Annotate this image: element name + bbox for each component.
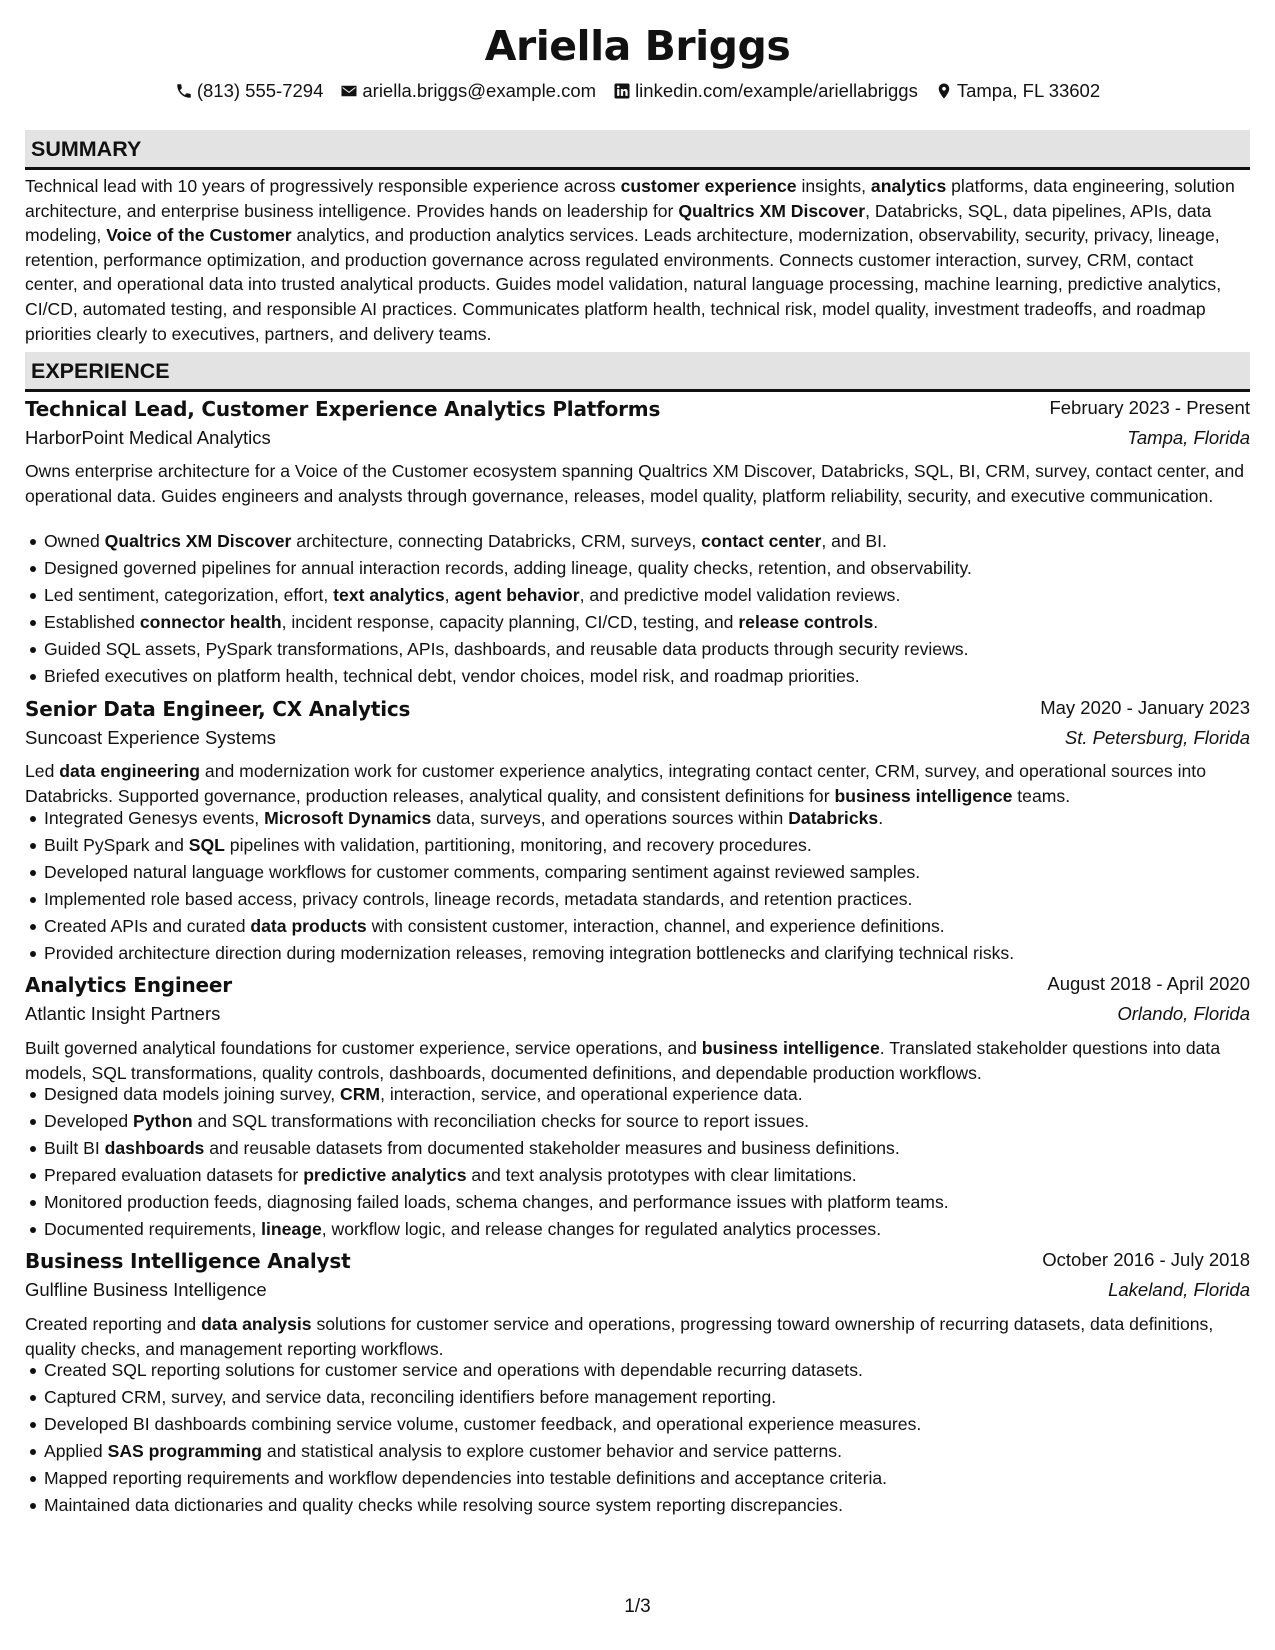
experience-heading: EXPERIENCE — [25, 352, 1250, 392]
bullet-item: Implemented role based access, privacy controls, lineage records, metadata standards, and retention practices. — [25, 886, 1250, 913]
bullet-item: Mapped reporting requirements and workflow dependencies into testable definitions and acceptance criteria. — [25, 1465, 1250, 1492]
bullet-item: Captured CRM, survey, and service data, reconciling identifiers before management reporting. — [25, 1384, 1250, 1411]
job-location: Orlando, Florida — [1117, 1003, 1250, 1024]
job-location: Tampa, Florida — [1127, 427, 1250, 448]
bullet-item: Integrated Genesys events, Microsoft Dynamics data, surveys, and operations sources within Databricks. — [25, 805, 1250, 832]
contact-linkedin[interactable] — [613, 80, 918, 102]
bullet-item: Developed natural language workflows for customer comments, comparing sentiment against reviewed samples. — [25, 859, 1250, 886]
bullet-item: Guided SQL assets, PySpark transformations, APIs, dashboards, and reusable data products through security reviews. — [25, 636, 1250, 663]
job-location: St. Petersburg, Florida — [1064, 727, 1250, 748]
bullet-item: Designed governed pipelines for annual interaction records, adding lineage, quality checks, retention, and observability. — [25, 555, 1250, 582]
bullet-item: Developed Python and SQL transformations with reconciliation checks for source to report issues. — [25, 1108, 1250, 1135]
job-title: Analytics Engineer — [25, 973, 232, 997]
job-title: Senior Data Engineer, CX Analytics — [25, 697, 411, 721]
bullet-item: Prepared evaluation datasets for predictive analytics and text analysis prototypes with clear limitations. — [25, 1162, 1250, 1189]
email-link[interactable]: ariella.briggs@example.com — [362, 80, 597, 101]
job-location: Lakeland, Florida — [1108, 1279, 1250, 1300]
job-company: HarborPoint Medical Analytics — [25, 427, 271, 448]
location-text: Tampa, FL 33602 — [956, 80, 1101, 101]
bullet-item: Maintained data dictionaries and quality checks while resolving source system reporting discrepancies. — [25, 1492, 1250, 1519]
bullet-item: Established connector health, incident response, capacity planning, CI/CD, testing, and release controls. — [25, 609, 1250, 636]
page-number: 1/3 — [624, 1596, 651, 1617]
contact-email[interactable] — [340, 80, 596, 102]
bullet-item: Built BI dashboards and reusable datasets from documented stakeholder measures and business definitions. — [25, 1135, 1250, 1162]
job-summary: Created reporting and data analysis solutions for customer service and operations, progressing toward ownership of recurring datasets, data definitions, quality checks, and management reporting workflows. — [25, 1314, 1214, 1359]
bullet-item: Built PySpark and SQL pipelines with validation, partitioning, monitoring, and recovery procedures. — [25, 832, 1250, 859]
contact-phone — [175, 80, 324, 102]
job-title: Business Intelligence Analyst — [25, 1249, 351, 1273]
bullet-item: Monitored production feeds, diagnosing failed loads, schema changes, and performance issues with platform teams. — [25, 1189, 1250, 1216]
summary-heading: SUMMARY — [25, 130, 1250, 170]
job-company: Suncoast Experience Systems — [25, 727, 276, 748]
job-dates: February 2023 - Present — [1049, 397, 1250, 418]
job-summary: Owns enterprise architecture for a Voice of the Customer ecosystem spanning Qualtrics XM Discover, Databricks, SQL, BI, CRM, survey, contact center, and operational data. Guides engineers and analysts through governance, releases, model quality, platform reliability, security, and executive communication. — [25, 461, 1245, 506]
job-summary: Led data engineering and modernization work for customer experience analytics, integrating contact center, CRM, survey, and operational sources into Databricks. Supported governance, production releases, analytical quality, and consistent definitions for business intelligence teams. — [25, 761, 1206, 806]
bullet-item: Created APIs and curated data products with consistent customer, interaction, channel, and experience definitions. — [25, 913, 1250, 940]
contact-bar — [25, 80, 1250, 102]
job-title: Technical Lead, Customer Experience Analytics Platforms — [25, 397, 661, 421]
bullet-item: Applied SAS programming and statistical analysis to explore customer behavior and service patterns. — [25, 1438, 1250, 1465]
candidate-name: Ariella Briggs — [484, 22, 791, 70]
contact-location — [935, 80, 1100, 102]
bullet-item: Created SQL reporting solutions for customer service and operations with dependable recurring datasets. — [25, 1357, 1250, 1384]
envelope-icon — [340, 82, 358, 100]
bullet-item: Owned Qualtrics XM Discover architecture, connecting Databricks, CRM, surveys, contact center, and BI. — [25, 528, 1250, 555]
summary-text: Technical lead with 10 years of progressively responsible experience across customer experience insights, analytics platforms, data engineering, solution architecture, and enterprise business intelligence. Provides hands on leadership for Qualtrics XM Discover, Databricks, SQL, data pipelines, APIs, data modeling, Voice of the Customer analytics, and production analytics services. Leads architecture, modernization, observability, security, privacy, lineage, retention, performance optimization, and production governance across regulated environments. Connects customer interaction, survey, CRM, contact center, and operational data into trusted analytical products. Guides model validation, natural language processing, machine learning, predictive analytics, CI/CD, automated testing, and responsible AI practices. Communicates platform health, technical risk, model quality, investment tradeoffs, and roadmap priorities clearly to executives, partners, and delivery teams. — [25, 176, 1235, 344]
job-bullets — [25, 1357, 1250, 1519]
job-bullets — [25, 1081, 1250, 1243]
job-summary: Built governed analytical foundations for customer experience, service operations, and business intelligence. Translated stakeholder questions into data models, SQL transformations, quality controls, dashboards, documented definitions, and dependable production workflows. — [25, 1038, 1221, 1083]
job-company: Gulfline Business Intelligence — [25, 1279, 267, 1300]
bullet-item: Briefed executives on platform health, technical debt, vendor choices, model risk, and roadmap priorities. — [25, 663, 1250, 690]
job-dates: May 2020 - January 2023 — [1040, 697, 1250, 718]
bullet-item: Designed data models joining survey, CRM, interaction, service, and operational experience data. — [25, 1081, 1250, 1108]
bullet-item: Developed BI dashboards combining service volume, customer feedback, and operational experience measures. — [25, 1411, 1250, 1438]
job-dates: October 2016 - July 2018 — [1042, 1249, 1250, 1270]
bullet-item: Documented requirements, lineage, workflow logic, and release changes for regulated analytics processes. — [25, 1216, 1250, 1243]
map-pin-icon — [935, 82, 953, 100]
job-dates: August 2018 - April 2020 — [1047, 973, 1250, 994]
phone-icon — [175, 82, 193, 100]
resume-page — [25, 0, 1250, 1650]
job-company: Atlantic Insight Partners — [25, 1003, 221, 1024]
bullet-item: Provided architecture direction during modernization releases, removing integration bottlenecks and clarifying technical risks. — [25, 940, 1250, 967]
bullet-item: Led sentiment, categorization, effort, text analytics, agent behavior, and predictive model validation reviews. — [25, 582, 1250, 609]
linkedin-icon — [613, 82, 631, 100]
linkedin-link[interactable]: linkedin.com/example/ariellabriggs — [635, 80, 918, 101]
job-bullets — [25, 805, 1250, 967]
job-bullets — [25, 528, 1250, 690]
phone-text: (813) 555-7294 — [196, 80, 324, 101]
